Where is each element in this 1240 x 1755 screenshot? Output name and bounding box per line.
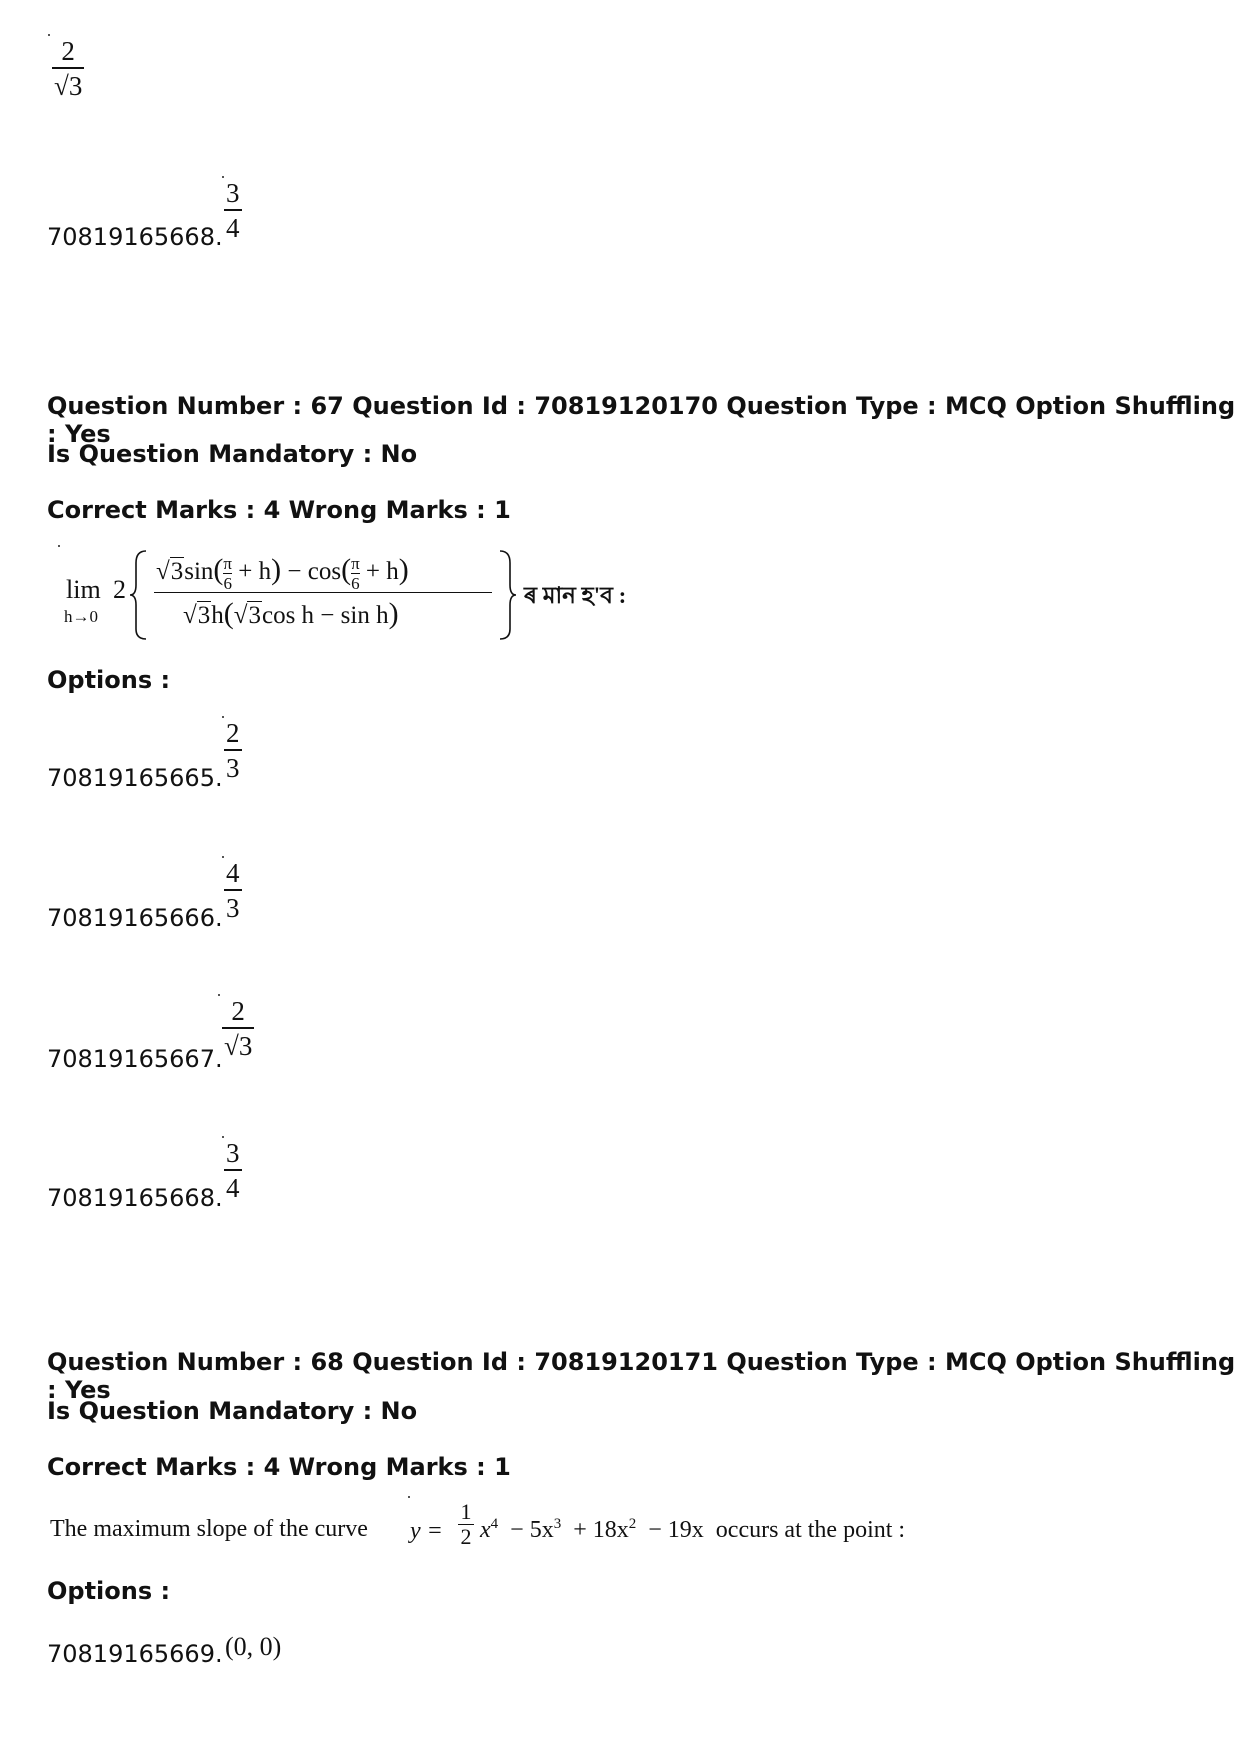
- q68-option-1-value[interactable]: (0, 0): [225, 1632, 282, 1661]
- q68-option-1-id: 70819165669.: [47, 1640, 223, 1668]
- q67-marks: Correct Marks : 4 Wrong Marks : 1: [47, 496, 511, 524]
- q67-options-label: Options :: [47, 666, 171, 694]
- q67-option-3-id: 70819165667.: [47, 1045, 223, 1073]
- fraction-numerator: 2: [61, 36, 75, 66]
- fraction-denominator: 3: [226, 753, 240, 783]
- pi-over-6: [223, 555, 232, 592]
- fraction-numerator: 3: [226, 178, 240, 208]
- radicand: 3: [170, 558, 184, 585]
- q67-option-2-id: 70819165666.: [47, 904, 223, 932]
- fraction-denominator: √3: [54, 71, 83, 101]
- stem-tail-text: ৰ মান হ'ব :: [524, 583, 627, 608]
- q68-header-line2: Is Question Mandatory : No: [47, 1397, 418, 1425]
- term: + 18x: [573, 1517, 629, 1543]
- radicand: 3: [248, 602, 261, 629]
- fraction-bar: [224, 209, 242, 211]
- q67-header-line2: Is Question Mandatory : No: [47, 440, 418, 468]
- sqrt-symbol: √3: [183, 602, 211, 629]
- fraction-numerator: 4: [226, 858, 240, 888]
- prev-option-b-math: [224, 178, 242, 243]
- six: 6: [351, 573, 360, 593]
- fraction-bar: [224, 1169, 242, 1171]
- fraction-bar: [224, 889, 242, 891]
- q68-header-line1: Question Number : 68 Question Id : 70819120171 Question Type : MCQ Option Shuffling : Yes: [47, 1348, 1236, 1404]
- fraction-denominator: 4: [226, 213, 240, 243]
- paren: ): [398, 553, 409, 586]
- q67-option-4-id: 70819165668.: [47, 1184, 223, 1212]
- stem-numerator: [156, 553, 409, 592]
- pi-symbol: π: [351, 553, 360, 573]
- sqrt-symbol: √3: [156, 558, 184, 585]
- stem-denominator: [183, 597, 399, 631]
- pi-over-6: [351, 555, 360, 592]
- fraction-denominator: 3: [226, 893, 240, 923]
- polynomial: [480, 1516, 905, 1544]
- fraction-denominator: √3: [224, 1031, 253, 1061]
- right-brace-icon: [494, 549, 518, 641]
- prev-option-b-id: 70819165668.: [47, 223, 223, 251]
- fraction-denominator: 2: [460, 1524, 472, 1549]
- left-brace-icon: [128, 549, 152, 641]
- q68-marks: Correct Marks : 4 Wrong Marks : 1: [47, 1453, 511, 1481]
- exponent: 3: [553, 1516, 562, 1532]
- plus-h: + h: [365, 558, 399, 585]
- fraction-numerator: 1: [460, 1499, 472, 1524]
- lim-subscript: h→0: [64, 607, 98, 626]
- x-variable: x: [480, 1517, 491, 1543]
- one-half-fraction: [458, 1500, 474, 1549]
- coefficient: 2: [113, 575, 126, 604]
- h-variable: h: [211, 602, 224, 629]
- q67-option-1-math[interactable]: [224, 718, 242, 783]
- paren: (: [341, 553, 352, 586]
- scan-dot: [58, 545, 60, 547]
- fraction-numerator: 2: [231, 996, 245, 1026]
- q67-option-2-math[interactable]: [224, 858, 242, 923]
- paren: (: [223, 597, 234, 630]
- fraction-denominator: 4: [226, 1173, 240, 1203]
- term: − 5x: [510, 1517, 554, 1543]
- q67-stem: [58, 545, 658, 645]
- pi-symbol: π: [223, 553, 233, 573]
- q68-stem: [50, 1496, 950, 1566]
- cos-minus-sin: cos h − sin h: [261, 602, 389, 629]
- plus-h: + h: [238, 558, 272, 585]
- y-equals: y =: [410, 1518, 443, 1544]
- scan-dot: [48, 34, 50, 36]
- q67-header-line1: Question Number : 67 Question Id : 70819120170 Question Type : MCQ Option Shuffling : Yes: [47, 392, 1236, 448]
- q67-option-3-math[interactable]: [222, 996, 254, 1061]
- paren: (: [213, 553, 224, 586]
- sqrt-symbol: √3: [233, 602, 261, 629]
- exponent: 4: [490, 1516, 499, 1532]
- main-fraction-bar: [154, 592, 492, 593]
- scan-dot: [408, 1496, 410, 1498]
- q67-option-1-id: 70819165665.: [47, 764, 223, 792]
- minus-cos: − cos: [287, 558, 342, 585]
- fraction-numerator: 2: [226, 718, 240, 748]
- fraction-bar: [52, 67, 84, 69]
- q67-option-4-math[interactable]: [224, 1138, 242, 1203]
- sin-function: sin: [184, 558, 214, 585]
- stem-lead-text: The maximum slope of the curve: [50, 1516, 368, 1542]
- q68-options-label: Options :: [47, 1577, 171, 1605]
- fraction-bar: [224, 749, 242, 751]
- term: − 19x: [648, 1517, 704, 1543]
- prev-option-a-math: [52, 36, 84, 101]
- lim-operator: lim: [66, 575, 101, 604]
- radicand: 3: [197, 602, 211, 629]
- six: 6: [223, 573, 232, 593]
- exponent: 2: [628, 1516, 637, 1532]
- scan-dot: [218, 994, 220, 996]
- stem-trail-text: occurs at the point :: [715, 1517, 906, 1543]
- fraction-numerator: 3: [226, 1138, 240, 1168]
- paren: ): [271, 553, 282, 586]
- paren: ): [388, 597, 399, 630]
- fraction-bar: [222, 1027, 254, 1029]
